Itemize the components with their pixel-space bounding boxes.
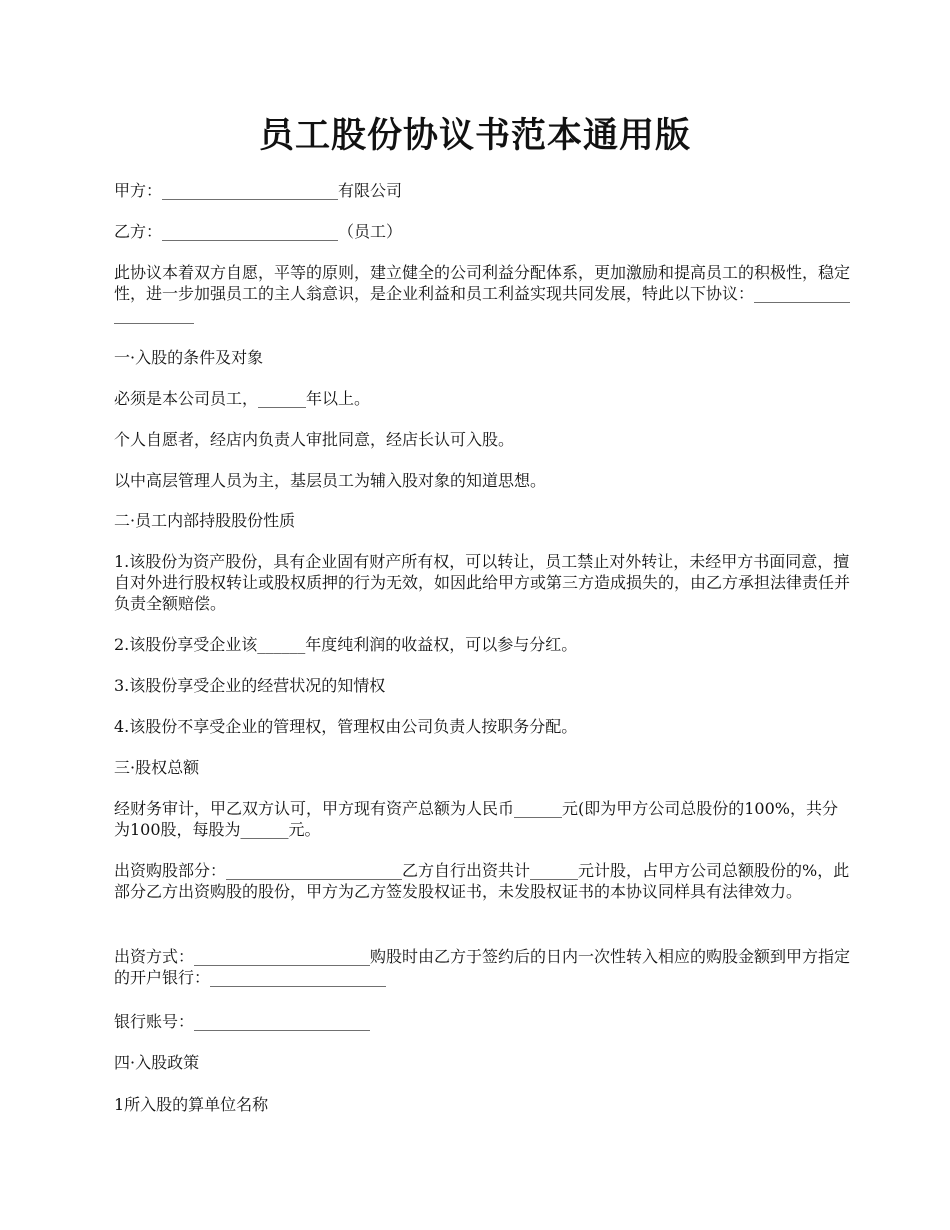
party-a-line: 甲方：______________________有限公司 bbox=[114, 181, 403, 200]
section-heading-4: 四·入股政策 bbox=[114, 1053, 200, 1072]
paragraph: 以中高层管理人员为主，基层员工为辅入股对象的知道思想。 bbox=[114, 471, 547, 490]
paragraph: 经财务审计，甲乙双方认可，甲方现有资产总额为人民币______元(即为甲方公司总股份的100%，共分为100股，每股为______元。 bbox=[114, 799, 838, 839]
paragraph: 出资方式：______________________购股时由乙方于签约后的日内一次性转入相应的购股金额到甲方指定的开户银行：______________________ bbox=[114, 947, 851, 987]
bank-account-line: 银行账号：______________________ bbox=[114, 1012, 371, 1031]
paragraph: 1所入股的算单位名称 bbox=[114, 1095, 269, 1114]
section-heading-3: 三·股权总额 bbox=[114, 758, 200, 777]
party-b-line: 乙方：______________________（员工） bbox=[114, 222, 403, 241]
preamble-paragraph: 此协议本着双方自愿，平等的原则，建立健全的公司利益分配体系，更加激励和提高员工的积极性，稳定性，进一步加强员工的主人翁意识，是企业利益和员工利益实现共同发展，特此以下协议：______________________ bbox=[114, 263, 851, 324]
paragraph: 3.该股份享受企业的经营状况的知情权 bbox=[114, 676, 386, 695]
paragraph: 1.该股份为资产股份，具有企业固有财产所有权，可以转让，员工禁止对外转让，未经甲方书面同意，擅自对外进行股权转让或股权质押的行为无效，如因此给甲方或第三方造成损失的，由乙方承担法律责任并负责全额赔偿。 bbox=[114, 552, 851, 613]
paragraph: 2.该股份享受企业该______年度纯利润的收益权，可以参与分红。 bbox=[114, 635, 578, 654]
paragraph: 出资购股部分：______________________乙方自行出资共计______元计股，占甲方公司总额股份的%，此部分乙方出资购股的股份，甲方为乙方签发股权证书，未发股权证书的本协议同样具有法律效力。 bbox=[114, 861, 850, 901]
section-heading-1: 一·入股的条件及对象 bbox=[114, 348, 264, 367]
paragraph: 4.该股份不享受企业的管理权，管理权由公司负责人按职务分配。 bbox=[114, 717, 578, 736]
paragraph: 个人自愿者，经店内负责人审批同意，经店长认可入股。 bbox=[114, 430, 515, 449]
paragraph: 必须是本公司员工，______年以上。 bbox=[114, 389, 371, 408]
section-heading-2: 二·员工内部持股股份性质 bbox=[114, 511, 296, 530]
document-title: 员工股份协议书范本通用版 bbox=[258, 116, 691, 156]
